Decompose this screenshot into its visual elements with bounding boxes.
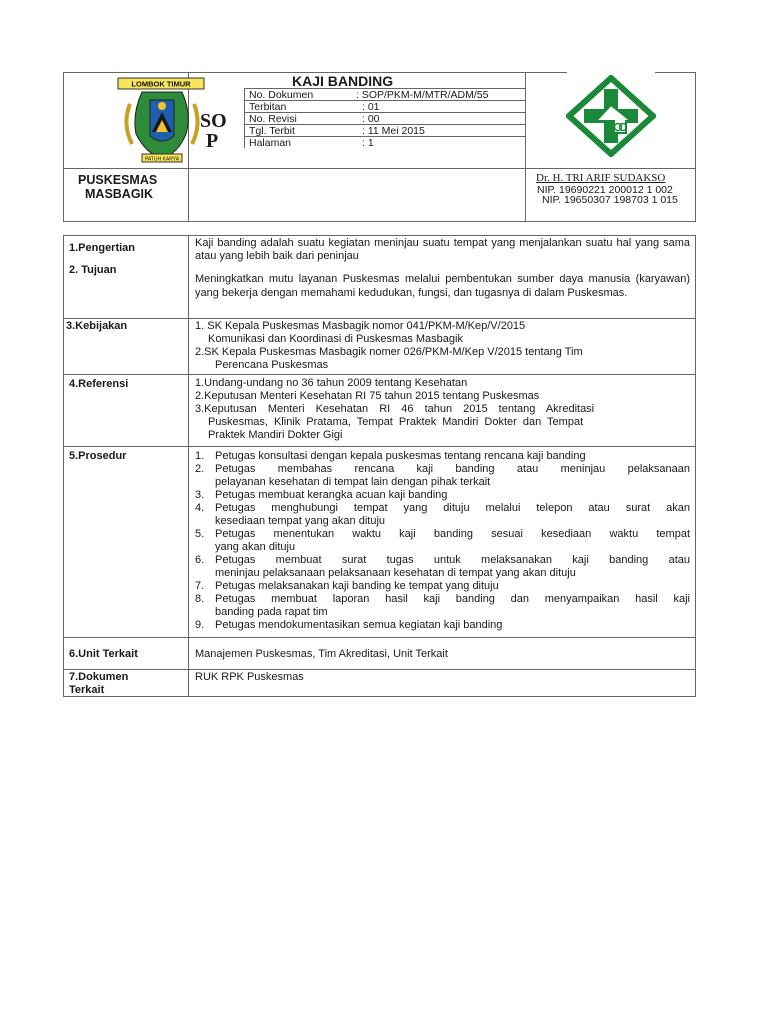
puskesmas-logo [566, 75, 656, 157]
referensi-item-2: 2.Keputusan Menteri Kesehatan RI 75 tahun 2015 tentang Puskesmas [195, 390, 540, 402]
meta-label-halaman: Halaman [249, 137, 292, 149]
prosedur-step-num: 7. [195, 580, 205, 592]
prosedur-step-text-cont: meninjau pelaksanaan pelaksanaan kesehatan di tempat yang akan dituju [215, 567, 576, 579]
org-name-line2: MASBAGIK [85, 187, 154, 201]
document-title: KAJI BANDING [292, 73, 394, 89]
meta-value-no-revisi: : 00 [362, 113, 380, 125]
prosedur-step-text-cont: kesediaan tempat yang akan dituju [215, 515, 386, 527]
kebijakan-item-2-cont: Perencana Puskesmas [215, 359, 329, 371]
prosedur-step-num: 1. [195, 450, 205, 462]
prosedur-step-text: Petugas mendokumentasikan semua kegiatan kaji banding [215, 619, 503, 631]
prosedur-step-text: Petugas membahas rencana kaji banding atau meninjau pelaksanaan [215, 463, 690, 475]
prosedur-step-text: Petugas menghubungi tempat yang dituju melalui telepon atau surat akan [215, 502, 690, 514]
meta-label-no-revisi: No. Revisi [249, 113, 297, 125]
label-referensi: 4.Referensi [69, 378, 129, 390]
prosedur-step-text: Petugas membuat laporan hasil kaji banding dan menyampaikan hasil kaji [215, 593, 690, 605]
prosedur-step-text-cont: banding pada rapat tim [215, 606, 328, 618]
kebijakan-item-1: 1. SK Kepala Puskesmas Masbagik nomor 041/PKM-M/Kep/V/2015 [195, 320, 526, 332]
prosedur-step-text-cont: yang akan dituju [215, 541, 296, 553]
text-tujuan: Meningkatkan mutu layanan Puskesmas melalui pembentukan sumber daya manusia (karyawan) yang bekerja dengan memahami kedudukan, fungsi, dan tugasnya di dalam Puskesmas. [195, 273, 690, 299]
text-unit-terkait: Manajemen Puskesmas, Tim Akreditasi, Unit Terkait [195, 648, 448, 660]
label-tujuan: 2. Tujuan [69, 264, 117, 276]
meta-value-halaman: : 1 [362, 137, 374, 149]
meta-value-terbitan: : 01 [362, 101, 380, 113]
prosedur-step-num: 4. [195, 502, 205, 514]
prosedur-step-num: 6. [195, 554, 205, 566]
meta-value-no-dokumen: : SOP/PKM-M/MTR/ADM/55 [356, 89, 489, 101]
sop-label-line2: P [206, 130, 219, 152]
signer-nip-2: NIP. 19650307 198703 1 015 [542, 194, 678, 206]
prosedur-step-num: 3. [195, 489, 205, 501]
signer-name: Dr. H. TRI ARIF SUDAKSO [536, 172, 666, 184]
referensi-item-3-cont: Puskesmas, Klinik Pratama, Tempat Praktek Mandiri Dokter dan Tempat [208, 416, 584, 428]
text-dokumen-terkait: RUK RPK Puskesmas [195, 671, 304, 683]
kebijakan-item-2: 2.SK Kepala Puskesmas Masbagik nomer 026/PKM-M/Kep V/2015 tentang Tim [195, 346, 583, 358]
prosedur-step-text: Petugas konsultasi dengan kepala puskesmas tentang rencana kaji banding [215, 450, 586, 462]
prosedur-step-text: Petugas membuat surat tugas untuk melaksanakan kaji banding atau [215, 554, 690, 566]
prosedur-step-text-cont: pelayanan kesehatan di tempat lain dengan pihak terkait [215, 476, 491, 488]
text-pengertian: Kaji banding adalah suatu kegiatan meninjau suatu tempat yang menjalankan suatu hal yang sama atau yang lebih baik dari peninjau [195, 237, 690, 262]
referensi-item-3: 3.Keputusan Menteri Kesehatan RI 46 tahun 2015 tentang Akreditasi [195, 403, 595, 415]
meta-value-tgl-terbit: : 11 Mei 2015 [362, 125, 425, 137]
sop-label-line1: SO [200, 110, 227, 132]
prosedur-step-text: Petugas menentukan waktu kaji banding sesuai kesediaan waktu tempat [215, 528, 690, 540]
label-prosedur: 5.Prosedur [69, 450, 127, 462]
label-dokumen-terkait-line1: 7.Dokumen [69, 671, 129, 683]
referensi-item-3-cont2: Praktek Mandiri Dokter Gigi [208, 429, 343, 441]
emblem-text-bottom: PATUH KARYA [144, 156, 180, 163]
prosedur-step-text: Petugas melaksanakan kaji banding ke tempat yang dituju [215, 580, 499, 592]
label-dokumen-terkait-line2: Terkait [69, 684, 105, 696]
signer-nip-1: NIP. 19690221 200012 1 002 [537, 184, 673, 196]
prosedur-step-num: 5. [195, 528, 205, 540]
kebijakan-item-1-cont: Komunikasi dan Koordinasi di Puskesmas Masbagik [208, 333, 463, 345]
meta-label-tgl-terbit: Tgl. Terbit [249, 125, 295, 137]
prosedur-step-num: 2. [195, 463, 205, 475]
meta-label-terbitan: Terbitan [249, 101, 287, 113]
lombok-timur-emblem [112, 74, 206, 166]
org-name-line1: PUSKESMAS [78, 173, 158, 187]
referensi-item-1: 1.Undang-undang no 36 tahun 2009 tentang Kesehatan [195, 377, 468, 389]
label-unit-terkait: 6.Unit Terkait [69, 648, 138, 660]
prosedur-step-num: 8. [195, 593, 205, 605]
prosedur-step-text: Petugas membuat kerangka acuan kaji banding [215, 489, 448, 501]
meta-label-no-dokumen: No. Dokumen [249, 89, 314, 101]
label-pengertian: 1.Pengertian [69, 242, 136, 254]
emblem-text-top: LOMBOK TIMUR [131, 79, 191, 89]
label-kebijakan: 3.Kebijakan [66, 320, 128, 332]
prosedur-step-num: 9. [195, 619, 205, 631]
